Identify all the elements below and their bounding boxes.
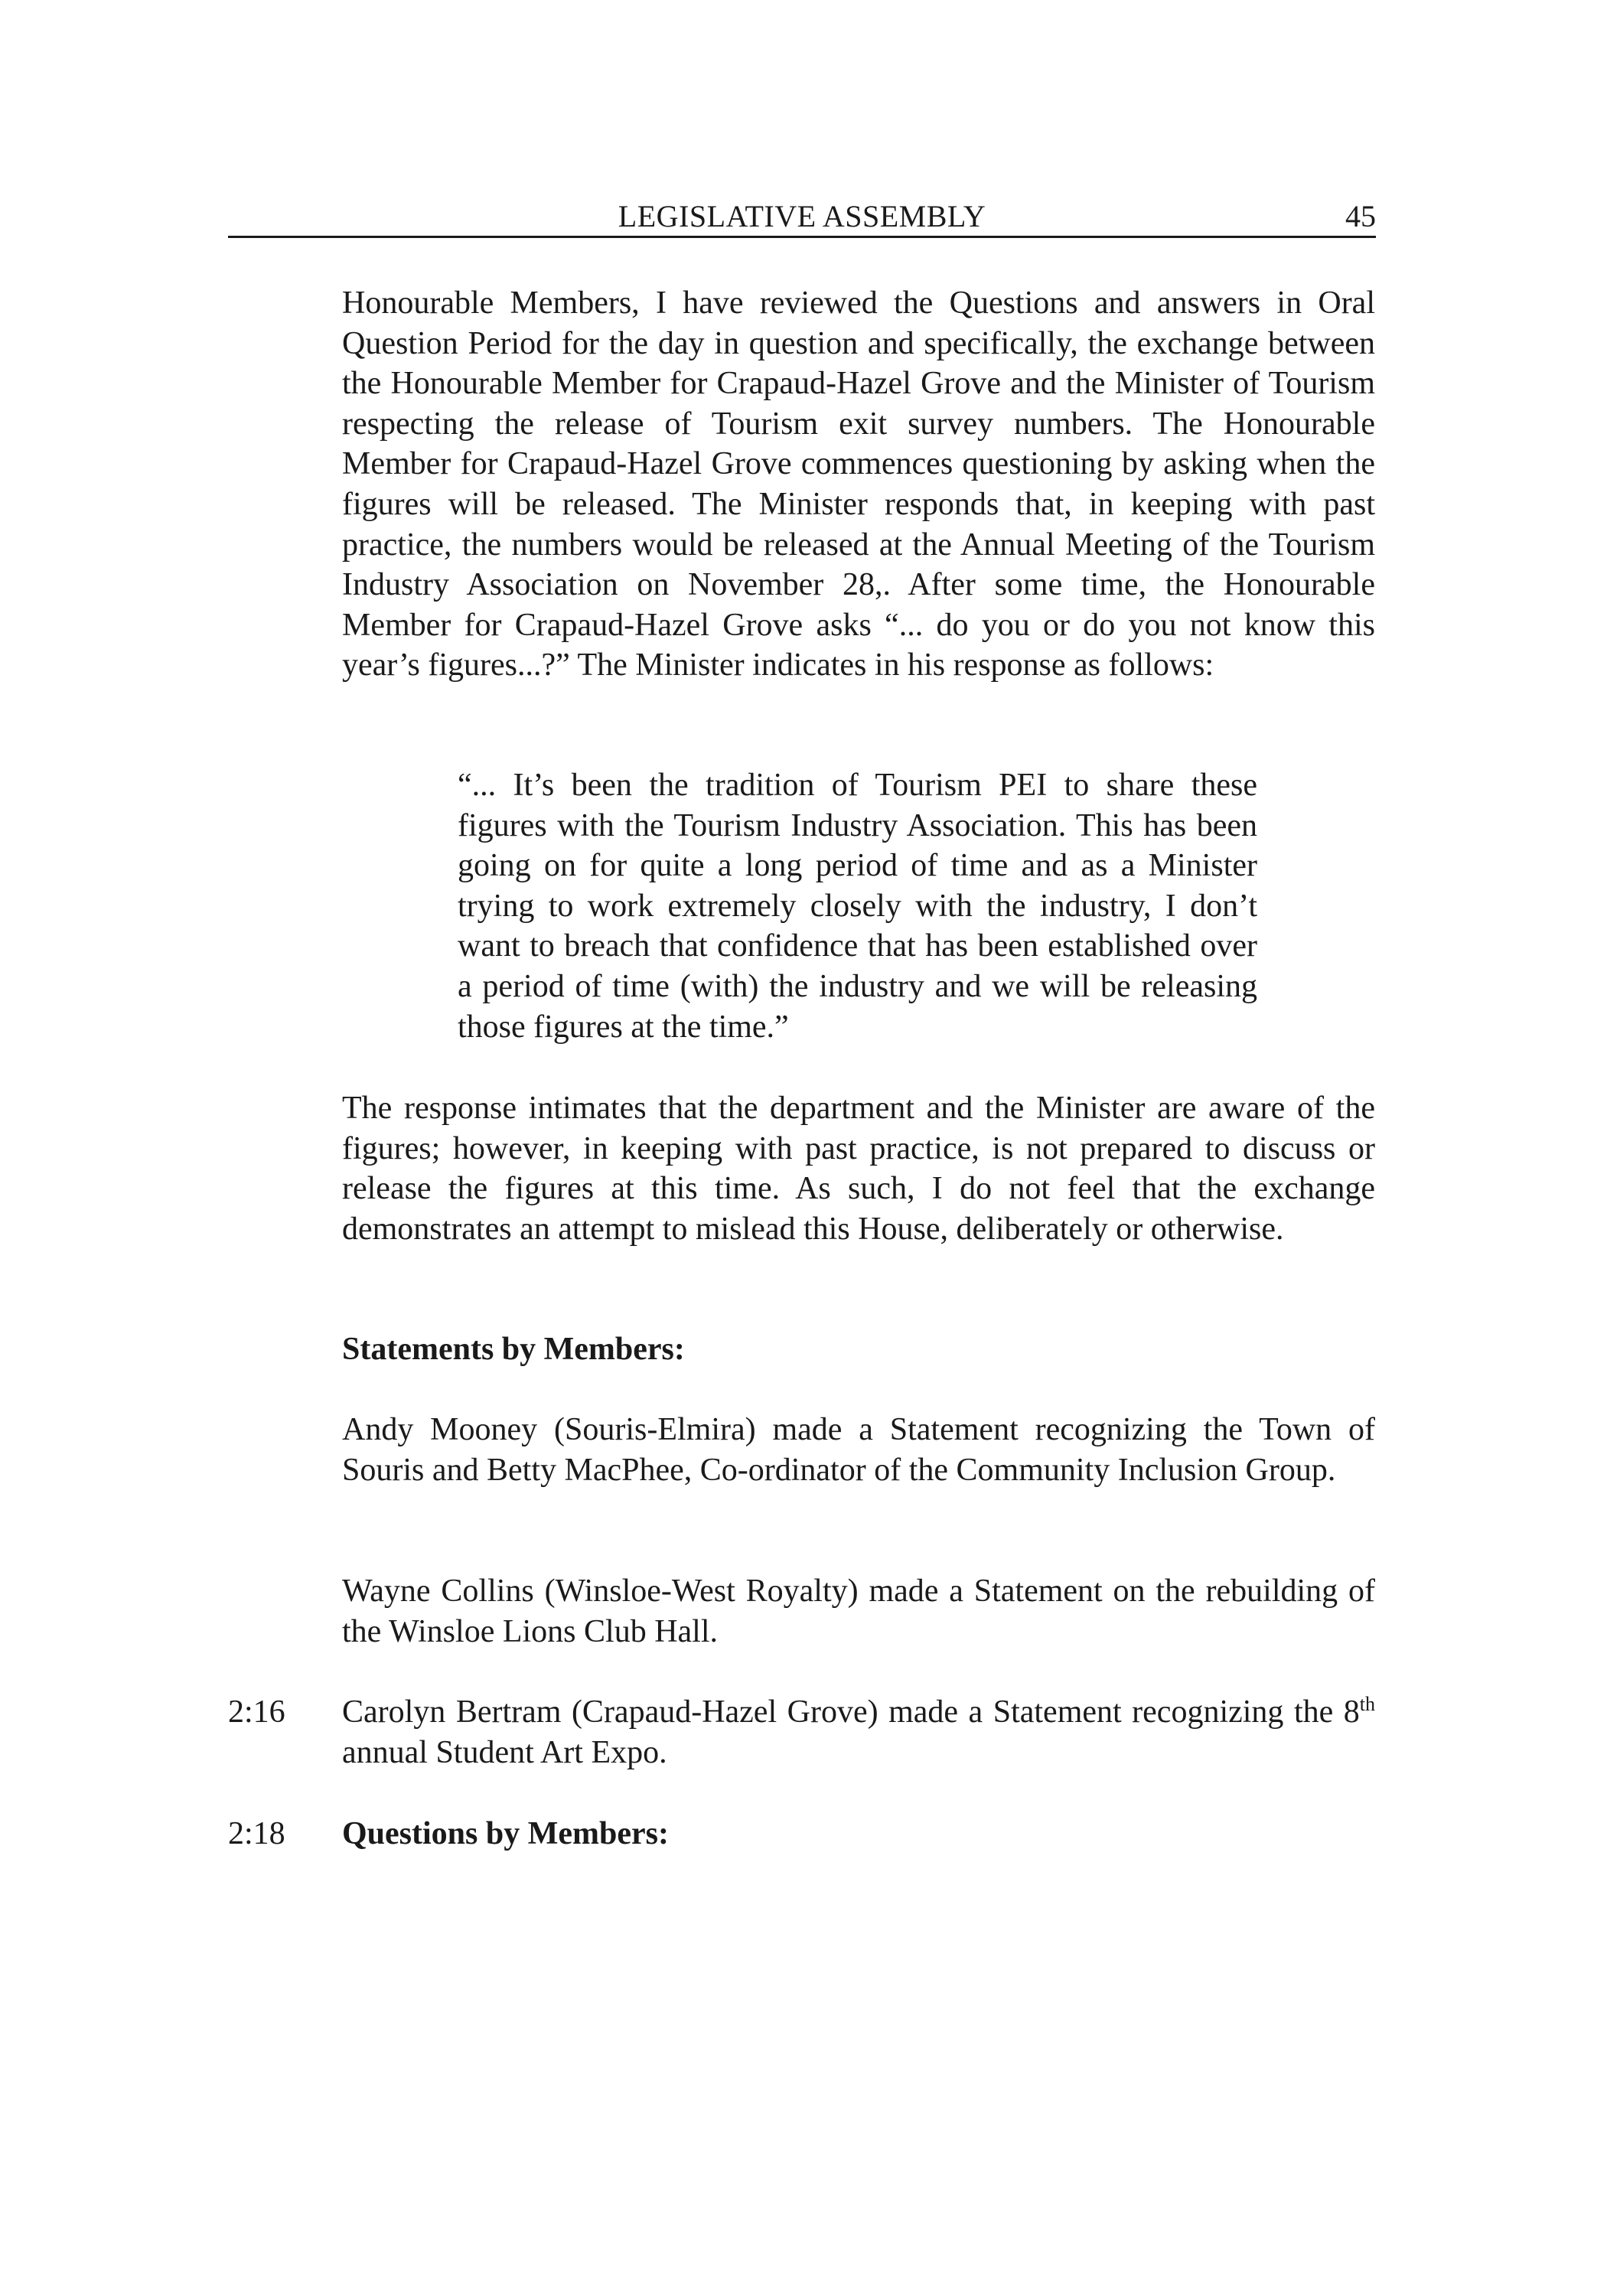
questions-time: 2:18: [228, 1816, 285, 1851]
minister-quote: “... It’s been the tradition of Tourism PEI to share these figures with the Tourism Industry Association. This has been going on for quite a long period of time and as a Minister trying to work extremely closely with the industry, I don’t want to breach that confidence that has been established over a period of time (with) the industry and we will be releasing those figures at the time.”: [458, 768, 1257, 1045]
statement-collins: Wayne Collins (Winsloe-West Royalty) made a Statement on the rebuilding of the Winsloe Lions Club Hall.: [342, 1574, 1375, 1649]
conclusion-paragraph: The response intimates that the department and the Minister are aware of the figures; however, in keeping with past practice, is not prepared to discuss or release the figures at this time. As such, I do not feel that the exchange demonstrates an attempt to mislead this House, deliberately or otherwise.: [342, 1091, 1375, 1247]
running-title: LEGISLATIVE ASSEMBLY: [618, 199, 986, 233]
running-header: [228, 197, 1376, 238]
ordinal-number: 8: [1343, 1694, 1360, 1730]
ordinal-suffix: th: [1359, 1693, 1375, 1715]
page-number: 45: [1345, 199, 1376, 233]
statement-bertram-text-end: annual Student Art Expo.: [342, 1734, 667, 1770]
statement-bertram-time: 2:16: [228, 1694, 285, 1730]
statements-heading: Statements by Members:: [342, 1332, 685, 1367]
questions-heading: Questions by Members:: [342, 1816, 669, 1851]
ruling-paragraph: Honourable Members, I have reviewed the Questions and answers in Oral Question Period for the day in question and specifically, the exchange between the Honourable Member for Crapaud-Hazel Grove and the Minister of Tourism respecting the release of Tourism exit survey numbers. The Honourable Member for Crapaud-Hazel Grove commences questioning by asking when the figures will be released. The Minister responds that, in keeping with past practice, the numbers would be released at the Annual Meeting of the Tourism Industry Association on November 28,. After some time, the Honourable Member for Crapaud-Hazel Grove asks “... do you or do you not know this year’s figures...?” The Minister indicates in his response as follows:: [342, 285, 1375, 683]
statement-bertram: [342, 1692, 1375, 1773]
statement-mooney: Andy Mooney (Souris-Elmira) made a Statement recognizing the Town of Souris and Betty MacPhee, Co-ordinator of the Community Inclusion Group.: [342, 1412, 1375, 1488]
statement-bertram-text: Carolyn Bertram (Crapaud-Hazel Grove) made a Statement recognizing the: [342, 1694, 1344, 1730]
